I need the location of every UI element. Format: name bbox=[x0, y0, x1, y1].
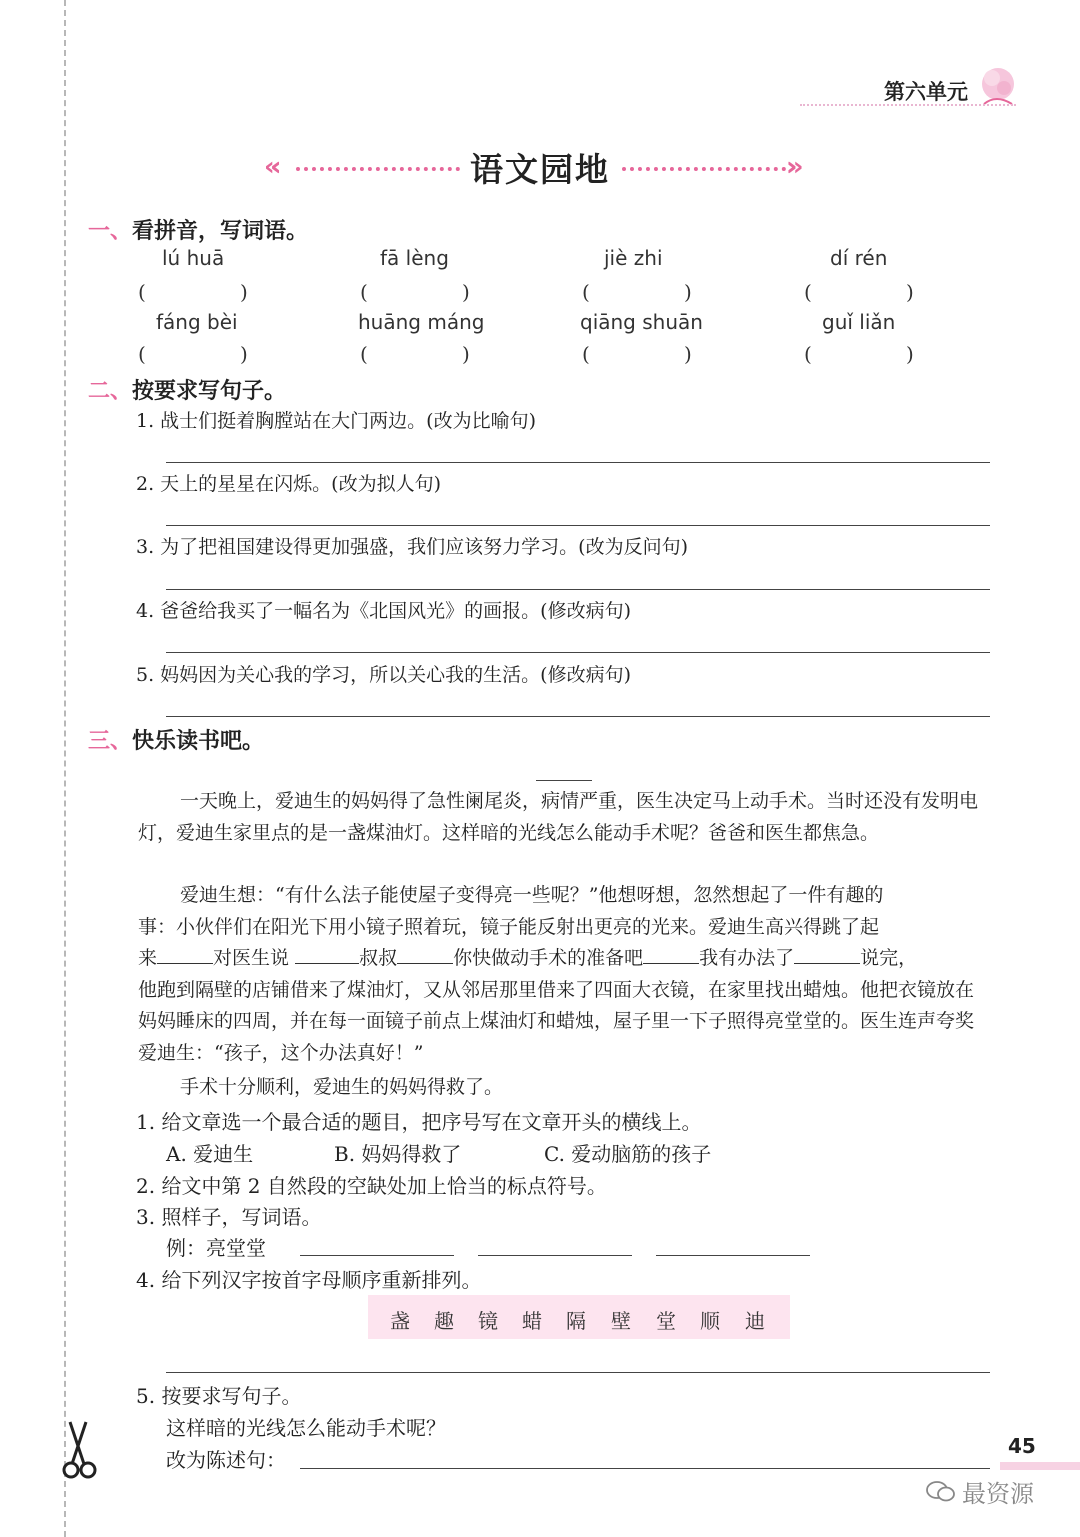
passage-line: 他跑到隔壁的店铺借来了煤油灯，又从邻居那里借来了四面大衣镜，在家里找出蜡烛。他把衣镜放在妈妈睡床的四周，并在每一面镜子前点上煤油灯和蜡烛，屋子里一下子照得亮堂堂的。医生连声夸奖爱迪生：“孩子，这个办法真好！” bbox=[138, 978, 975, 1064]
word-blank[interactable] bbox=[300, 1255, 454, 1256]
hanzi: 迪 bbox=[745, 1309, 765, 1333]
hanzi: 镜 bbox=[478, 1309, 498, 1333]
punctuation-blank[interactable] bbox=[157, 945, 213, 964]
answer-paren-open: ( bbox=[804, 342, 812, 366]
answer-line[interactable] bbox=[166, 589, 990, 590]
section2-heading: 二、按要求写句子。 bbox=[88, 379, 287, 404]
answer-line[interactable] bbox=[300, 1468, 990, 1469]
hanzi: 隔 bbox=[566, 1309, 586, 1333]
answer-line[interactable] bbox=[166, 716, 990, 717]
hanzi: 顺 bbox=[700, 1309, 720, 1333]
answer-line[interactable] bbox=[166, 462, 990, 463]
option-b: B. 妈妈得救了 bbox=[334, 1142, 462, 1166]
punctuation-blank[interactable] bbox=[295, 945, 359, 964]
answer-paren-close: ) bbox=[684, 342, 692, 366]
flower-icon bbox=[976, 64, 1020, 114]
answer-paren-open: ( bbox=[804, 280, 812, 304]
pinyin-3: jiè zhi bbox=[604, 246, 663, 270]
rhetorical-sentence: 这样暗的光线怎么能动手术呢？ bbox=[166, 1416, 446, 1440]
pinyin-8: guǐ liǎn bbox=[822, 310, 896, 334]
title-banner bbox=[0, 140, 1080, 200]
scissors-icon bbox=[58, 1420, 102, 1486]
reading-question-2: 2. 给文中第 2 自然段的空缺处加上恰当的标点符号。 bbox=[136, 1174, 607, 1198]
answer-paren-close: ) bbox=[906, 342, 914, 366]
pinyin-6: huāng máng bbox=[358, 310, 485, 334]
header-underline bbox=[800, 104, 1016, 106]
hanzi: 壁 bbox=[611, 1309, 631, 1333]
punctuation-blank[interactable] bbox=[397, 945, 453, 964]
watermark bbox=[926, 1474, 1034, 1510]
answer-paren-open: ( bbox=[138, 280, 146, 304]
passage-paragraph-2 bbox=[138, 880, 990, 1069]
chevron-left-icon: «‹ bbox=[264, 152, 272, 182]
punctuation-blank[interactable] bbox=[643, 945, 699, 964]
title-dots-right bbox=[622, 167, 786, 171]
hanzi: 蜡 bbox=[522, 1309, 542, 1333]
pinyin-1: lú huā bbox=[162, 246, 225, 270]
section3-heading: 三、快乐读书吧。 bbox=[88, 729, 265, 754]
word-example: 例：亮堂堂 bbox=[166, 1236, 266, 1260]
reading-question-5: 5. 按要求写句子。 bbox=[136, 1384, 302, 1408]
section1-heading: 一、看拼音，写词语。 bbox=[88, 219, 309, 244]
answer-paren-close: ) bbox=[906, 280, 914, 304]
character-box bbox=[368, 1295, 790, 1339]
passage-paragraph-1: 一天晚上，爱迪生的妈妈得了急性阑尾炎，病情严重，医生决定马上动手术。当时还没有发明电灯，爱迪生家里点的是一盏煤油灯。这样暗的光线怎么能动手术呢？爸爸和医生都焦急。 bbox=[138, 790, 979, 844]
watermark-text: 最资源 bbox=[962, 1480, 1034, 1508]
answer-paren-close: ) bbox=[684, 280, 692, 304]
hanzi: 盏 bbox=[390, 1309, 410, 1333]
rewrite-question-5: 5. 妈妈因为关心我的学习，所以关心我的生活。(修改病句) bbox=[136, 664, 631, 686]
answer-line[interactable] bbox=[166, 1372, 990, 1373]
reading-question-4: 4. 给下列汉字按首字母顺序重新排列。 bbox=[136, 1268, 482, 1292]
pinyin-4: dí rén bbox=[830, 246, 888, 270]
passage-paragraph-3: 手术十分顺利，爱迪生的妈妈得救了。 bbox=[180, 1076, 504, 1098]
page-title: 语文园地 bbox=[470, 150, 610, 189]
title-blank[interactable] bbox=[536, 780, 592, 781]
word-blank[interactable] bbox=[656, 1255, 810, 1256]
chat-bubble-icon bbox=[926, 1480, 956, 1510]
answer-paren-open: ( bbox=[360, 342, 368, 366]
hanzi: 趣 bbox=[434, 1309, 454, 1333]
answer-line[interactable] bbox=[166, 652, 990, 653]
pinyin-7: qiāng shuān bbox=[580, 310, 703, 334]
answer-line[interactable] bbox=[166, 525, 990, 526]
answer-paren-open: ( bbox=[138, 342, 146, 366]
option-c: C. 爱动脑筋的孩子 bbox=[544, 1142, 712, 1166]
punctuation-blank[interactable] bbox=[794, 945, 860, 964]
answer-paren-open: ( bbox=[582, 280, 590, 304]
option-a: A. 爱迪生 bbox=[166, 1142, 254, 1166]
word-blank[interactable] bbox=[478, 1255, 632, 1256]
unit-label: 第六单元 bbox=[884, 80, 968, 104]
chevron-right-icon: ›» bbox=[786, 152, 794, 182]
rewrite-question-3: 3. 为了把祖国建设得更加强盛，我们应该努力学习。(改为反问句) bbox=[136, 536, 688, 558]
passage-line-with-blanks: 来 对医生说 叔叔 你快做动手术的准备吧 我有办法了 说完， bbox=[138, 947, 918, 969]
answer-paren-open: ( bbox=[360, 280, 368, 304]
rewrite-question-1: 1. 战士们挺着胸膛站在大门两边。(改为比喻句) bbox=[136, 410, 536, 432]
answer-paren-close: ) bbox=[462, 342, 470, 366]
passage-line: 事：小伙伴们在阳光下用小镜子照着玩，镜子能反射出更亮的光来。爱迪生高兴得跳了起 bbox=[138, 915, 880, 938]
answer-paren-close: ) bbox=[240, 342, 248, 366]
rewrite-question-4: 4. 爸爸给我买了一幅名为《北国风光》的画报。(修改病句) bbox=[136, 600, 631, 622]
answer-paren-close: ) bbox=[240, 280, 248, 304]
hanzi: 堂 bbox=[656, 1309, 676, 1333]
pinyin-5: fáng bèi bbox=[156, 310, 238, 334]
answer-paren-close: ) bbox=[462, 280, 470, 304]
declarative-prompt: 改为陈述句： bbox=[166, 1448, 286, 1472]
rewrite-question-2: 2. 天上的星星在闪烁。(改为拟人句) bbox=[136, 473, 441, 495]
reading-question-3: 3. 照样子，写词语。 bbox=[136, 1205, 322, 1229]
cut-line bbox=[64, 0, 66, 1537]
page-number-band bbox=[1000, 1462, 1080, 1470]
pinyin-2: fā lèng bbox=[380, 246, 449, 270]
reading-question-1: 1. 给文章选一个最合适的题目，把序号写在文章开头的横线上。 bbox=[136, 1110, 702, 1134]
answer-paren-open: ( bbox=[582, 342, 590, 366]
passage-line: 爱迪生想：“有什么法子能使屋子变得亮一些呢？”他想呀想，忽然想起了一件有趣的 bbox=[180, 884, 884, 906]
page-number: 45 bbox=[1008, 1434, 1036, 1458]
